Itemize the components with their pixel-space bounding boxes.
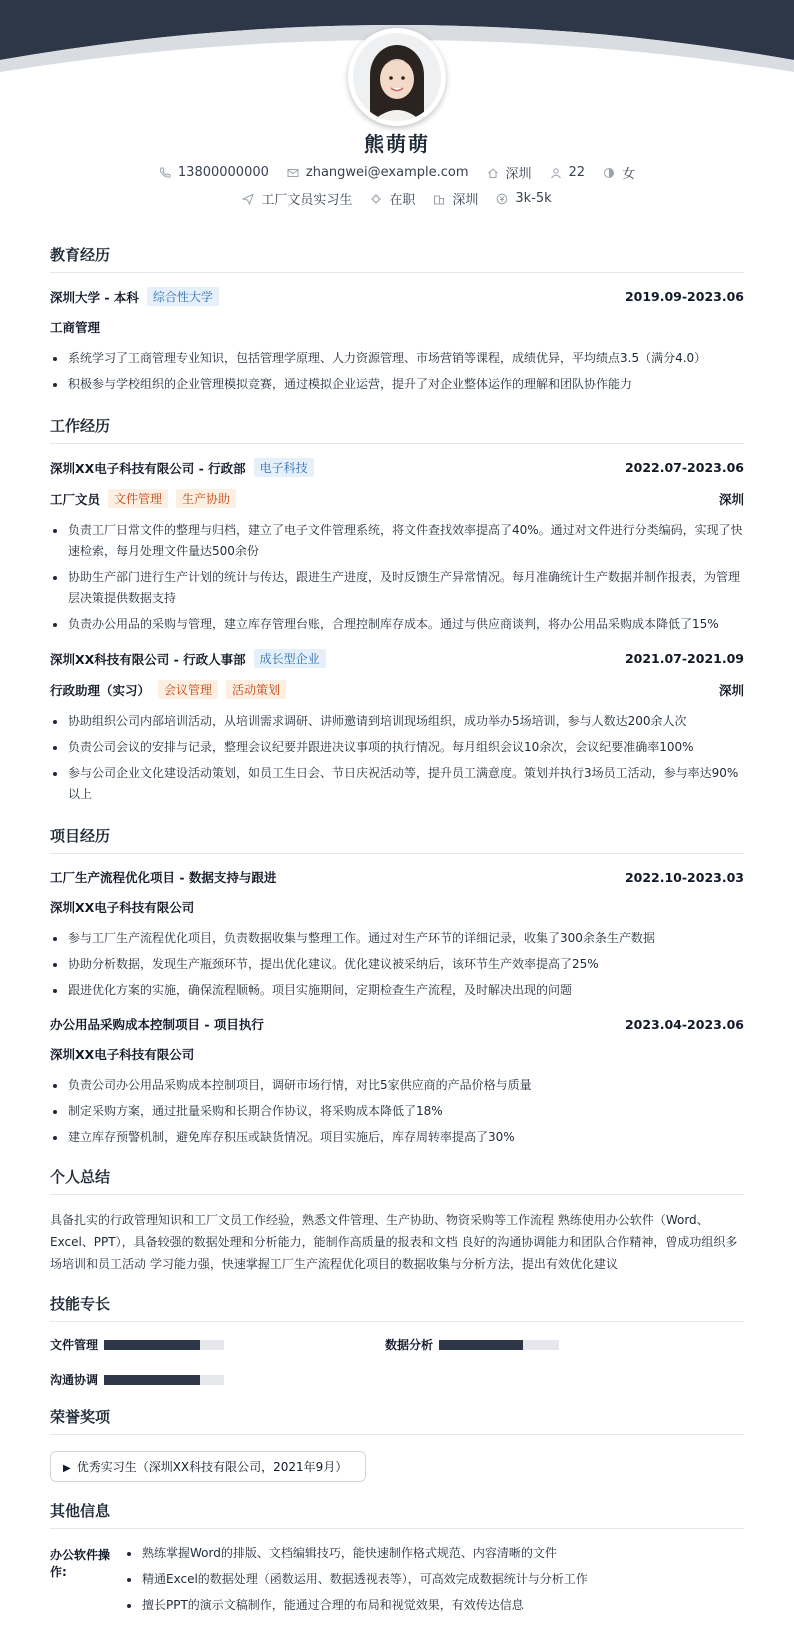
project-org-row (50, 898, 744, 916)
project-header (50, 1015, 744, 1033)
list-item: 负责公司办公用品采购成本控制项目，调研市场行情，对比5家供应商的产品价格与质量 (50, 1075, 744, 1096)
list-item: 协助组织公司内部培训活动，从培训需求调研、讲师邀请到培训现场组织，成功举办5场培训，参与人数达200余人次 (50, 711, 744, 732)
education-header (50, 287, 744, 306)
section-title: 其他信息 (50, 1500, 744, 1529)
work-header (50, 458, 744, 477)
job-intent-row (0, 189, 794, 208)
skill-item (385, 1336, 720, 1353)
project-org-row (50, 1045, 744, 1063)
skill-bar-fill (104, 1375, 200, 1385)
education-period: 2019.09-2023.06 (624, 289, 744, 304)
user-icon (550, 167, 562, 179)
phone-text: 13800000000 (177, 165, 269, 180)
work-bullets (50, 711, 744, 805)
skill-item (50, 1371, 385, 1388)
list-item: 建立库存预警机制，避免库存积压或缺货情况。项目实施后，库存周转率提高了30% (50, 1127, 744, 1148)
skills-section (50, 1293, 744, 1388)
project-name: 办公用品采购成本控制项目 - 项目执行 (50, 1017, 264, 1032)
avatar-photo (353, 33, 441, 121)
list-item: 跟进优化方案的实施，确保流程顺畅。项目实施期间，定期检查生产流程，及时解决出现的问题 (50, 980, 744, 1001)
major-name: 工商管理 (50, 320, 101, 335)
other-label: 办公软件操作: (50, 1548, 111, 1579)
work-section (50, 415, 744, 805)
list-item: 协助分析数据，发现生产瓶颈环节，提出优化建议。优化建议被采纳后，该环节生产效率提高了25% (50, 954, 744, 975)
school-name: 深圳大学 - 本科 (50, 289, 139, 305)
gender-icon (603, 167, 615, 179)
list-item: 制定采购方案，通过批量采购和长期合作协议，将采购成本降低了18% (50, 1101, 744, 1122)
school-tag: 综合性大学 (147, 287, 219, 306)
skill-bar (104, 1340, 224, 1350)
role-tag: 会议管理 (158, 680, 218, 699)
email-info (287, 165, 469, 180)
work-location: 深圳 (718, 682, 744, 698)
status-text: 在职 (389, 193, 416, 208)
gender-text: 女 (622, 167, 636, 182)
target-city-info (433, 189, 478, 208)
awards-section (50, 1406, 744, 1482)
major-row (50, 318, 744, 336)
project-bullets (50, 1075, 744, 1148)
project-section (50, 825, 744, 1148)
avatar (348, 28, 446, 126)
candidate-name: 熊萌萌 (364, 132, 430, 156)
role-name: 工厂文员 (50, 491, 101, 507)
role-row (50, 489, 744, 508)
company-name: 深圳XX电子科技有限公司 - 行政部 (50, 460, 246, 476)
building-icon (433, 193, 445, 205)
age-text: 22 (568, 165, 586, 180)
skill-item (50, 1336, 385, 1353)
list-item: 参与公司企业文化建设活动策划，如员工生日会、节日庆祝活动等，提升员工满意度。策划并执行3场员工活动，参与率达90%以上 (50, 763, 744, 805)
expand-triangle-icon: ▶ (63, 1463, 71, 1474)
skill-bar (104, 1375, 224, 1385)
mail-icon (287, 167, 299, 179)
work-header (50, 649, 744, 668)
other-info (50, 1543, 744, 1631)
role-text: 工厂文员实习生 (261, 193, 353, 208)
other-section (50, 1500, 744, 1631)
list-item: 擅长PPT的演示文稿制作，能通过合理的布局和视觉效果，有效传达信息 (124, 1595, 744, 1616)
skills-grid (50, 1336, 744, 1388)
project-bullets (50, 928, 744, 1001)
award-text: 优秀实习生（深圳XX科技有限公司，2021年9月） (76, 1460, 348, 1474)
status-info (370, 189, 415, 208)
skill-name: 沟通协调 (50, 1373, 99, 1387)
contact-row (0, 163, 794, 182)
salary-text: 3k-5k (515, 191, 552, 206)
list-item: 系统学习了工商管理专业知识，包括管理学原理、人力资源管理、市场营销等课程，成绩优异，平均绩点3.5（满分4.0） (50, 348, 744, 369)
role-tag: 文件管理 (108, 489, 168, 508)
project-name: 工厂生产流程优化项目 - 数据支持与跟进 (50, 870, 277, 885)
award-item[interactable] (50, 1451, 366, 1482)
city-info (487, 163, 532, 182)
section-title: 荣誉奖项 (50, 1406, 744, 1435)
project-header (50, 868, 744, 886)
salary-info (496, 191, 551, 206)
home-icon (487, 167, 499, 179)
role-name: 行政助理（实习） (50, 682, 151, 698)
education-section (50, 244, 744, 395)
project-org: 深圳XX电子科技有限公司 (50, 900, 195, 915)
work-location: 深圳 (718, 491, 744, 507)
section-title: 工作经历 (50, 415, 744, 444)
list-item: 精通Excel的数据处理（函数运用、数据透视表等），可高效完成数据统计与分析工作 (124, 1569, 744, 1590)
list-item: 负责办公用品的采购与管理，建立库存管理台账，合理控制库存成本。通过与供应商谈判，将办公用品采购成本降低了15% (50, 614, 744, 635)
list-item: 熟练掌握Word的排版、文档编辑技巧，能快速制作格式规范、内容清晰的文件 (124, 1543, 744, 1564)
role-row (50, 680, 744, 699)
skill-name: 文件管理 (50, 1338, 99, 1352)
work-period: 2022.07-2023.06 (624, 460, 744, 475)
section-title: 教育经历 (50, 244, 744, 273)
age-info (550, 165, 586, 180)
project-org: 深圳XX电子科技有限公司 (50, 1047, 195, 1062)
education-bullets (50, 348, 744, 395)
coin-icon (496, 193, 508, 205)
section-title: 个人总结 (50, 1166, 744, 1195)
skill-name: 数据分析 (385, 1338, 434, 1352)
project-period: 2022.10-2023.03 (624, 869, 744, 885)
skill-bar-fill (439, 1340, 523, 1350)
section-title: 项目经历 (50, 825, 744, 854)
phone-info (159, 165, 269, 180)
section-title: 技能专长 (50, 1293, 744, 1322)
skill-bar (439, 1340, 559, 1350)
target-city-text: 深圳 (452, 193, 479, 208)
project-period: 2023.04-2023.06 (624, 1016, 744, 1032)
other-bullets (124, 1543, 744, 1621)
summary-section (50, 1166, 744, 1275)
list-item: 积极参与学校组织的企业管理模拟竞赛，通过模拟企业运营，提升了对企业整体运作的理解和团队协作能力 (50, 374, 744, 395)
city-text: 深圳 (505, 167, 532, 182)
email-text: zhangwei@example.com (305, 165, 469, 180)
gender-info (603, 163, 635, 182)
send-icon (242, 193, 254, 205)
company-tag: 电子科技 (254, 458, 314, 477)
role-tag: 生产协助 (176, 489, 236, 508)
list-item: 负责工厂日常文件的整理与归档，建立了电子文件管理系统，将文件查找效率提高了40%。通过对文件进行分类编码，实现了快速检索，每月处理文件量达500余份 (50, 520, 744, 562)
company-name: 深圳XX科技有限公司 - 行政人事部 (50, 651, 246, 667)
phone-icon (159, 167, 171, 179)
list-item: 协助生产部门进行生产计划的统计与传达，跟进生产进度，及时反馈生产异常情况。每月准确统计生产数据并制作报表，为管理层决策提供数据支持 (50, 567, 744, 609)
role-info (242, 189, 352, 208)
skill-bar-fill (104, 1340, 200, 1350)
list-item: 负责公司会议的安排与记录，整理会议纪要并跟进决议事项的执行情况。每月组织会议10余次，会议纪要准确率100% (50, 737, 744, 758)
company-tag: 成长型企业 (254, 649, 326, 668)
list-item: 参与工厂生产流程优化项目，负责数据收集与整理工作。通过对生产环节的详细记录，收集了300余条生产数据 (50, 928, 744, 949)
resume-body (50, 244, 744, 1649)
status-icon (370, 193, 382, 205)
role-tag: 活动策划 (226, 680, 286, 699)
summary-text: 具备扎实的行政管理知识和工厂文员工作经验，熟悉文件管理、生产协助、物资采购等工作流程 熟练使用办公软件（Word、Excel、PPT），具备较强的数据处理和分析能力，能制作高质量的报表和文档 良好的沟通协调能力和团队合作精神，曾成功组织多场培训和员工活动 学习能力强，快速掌握工厂生产流程优化项目的数据收集与分析方法，提出有效优化建议 (50, 1213, 738, 1271)
work-bullets (50, 520, 744, 635)
work-period: 2021.07-2021.09 (624, 651, 744, 666)
